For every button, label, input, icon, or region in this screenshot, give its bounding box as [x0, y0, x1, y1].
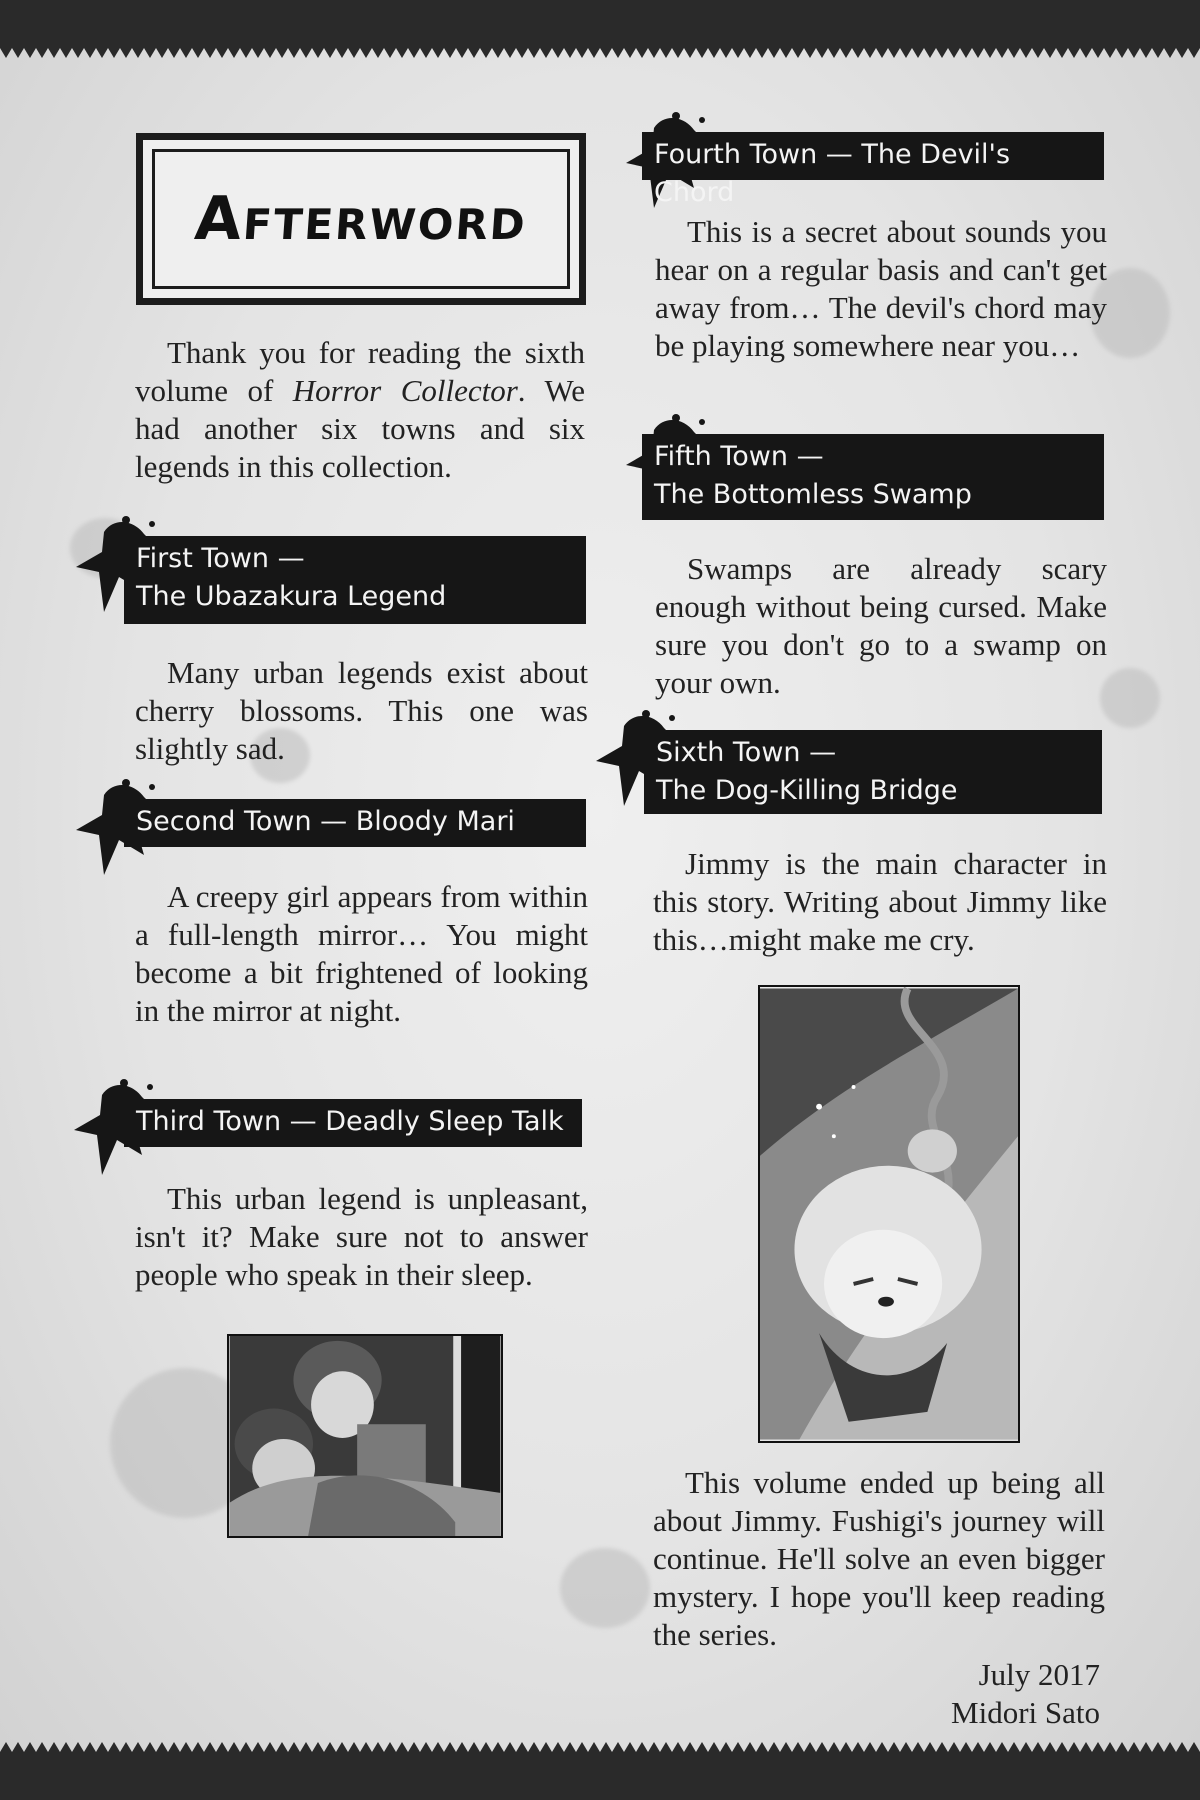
town-5-text-content: Swamps are already scary enough without being cursed. Make sure you don't go to a swamp on your own. [655, 551, 1107, 700]
town-5-title-line1: Fifth Town — [654, 441, 824, 472]
title-frame [136, 133, 586, 305]
book-title: Horror Collector [292, 373, 518, 408]
intro-text-end: . We had another six towns and six legends in this collection. [135, 373, 586, 484]
town-1-text-content: Many urban legends exist about cherry blossoms. This one was slightly sad. [135, 655, 588, 766]
closing-paragraph [653, 1464, 1105, 1654]
town-6-title-line2: The Dog-Killing Bridge [656, 775, 958, 806]
town-3-text-content: This urban legend is unpleasant, isn't it? Make sure not to answer people who speak in their sleep. [135, 1181, 588, 1292]
town-6-heading [644, 730, 1102, 814]
ink-stain [560, 1548, 650, 1628]
ink-stain [1100, 668, 1160, 728]
sleep-talk-illustration [227, 1334, 503, 1538]
town-4-text-content: This is a secret about sounds you hear on a regular basis and can't get away from… The devil's chord may be playing somewhere near you… [655, 214, 1107, 363]
town-6-text-content: Jimmy is the main character in this story. Writing about Jimmy like this…might make me cry. [653, 846, 1107, 957]
closing-text: This volume ended up being all about Jimmy. Fushigi's journey will continue. He'll solve an even bigger mystery. I hope you'll keep reading the series. [653, 1465, 1105, 1652]
town-6-title-line1: Sixth Town — [656, 737, 837, 768]
town-1-title-line2: The Ubazakura Legend [136, 581, 447, 612]
town-4-heading [642, 132, 1104, 208]
page-title: Afterword [192, 184, 530, 254]
town-5-heading [642, 434, 1104, 520]
town-5-text [655, 550, 1107, 702]
title-inner-frame [152, 149, 570, 289]
town-4-text [655, 213, 1107, 365]
signature-date: July 2017 [978, 1657, 1100, 1692]
jimmy-dog-illustration [758, 985, 1020, 1443]
signature-author: Midori Sato [951, 1695, 1100, 1730]
intro-paragraph [135, 334, 585, 486]
town-2-heading [124, 799, 586, 847]
town-1-text [135, 654, 588, 768]
town-6-text [653, 845, 1107, 959]
town-2-text [135, 878, 588, 1030]
town-3-title-line1: Third Town — Deadly Sleep Talk [136, 1106, 564, 1137]
town-4-title-line1: Fourth Town — The Devil's Chord [654, 139, 1011, 208]
town-3-heading [124, 1099, 582, 1147]
town-2-text-content: A creepy girl appears from within a full-length mirror… You might become a bit frightened of looking in the mirror at night. [135, 879, 588, 1028]
torn-edge-bottom [0, 1740, 1200, 1800]
intro-text-start: Thank you for reading the sixth volume of [135, 335, 585, 408]
town-1-title-line1: First Town — [136, 543, 305, 574]
town-2-title-line1: Second Town — Bloody Mari [136, 806, 515, 837]
town-5-title-line2: The Bottomless Swamp [654, 479, 972, 510]
town-3-text [135, 1180, 588, 1294]
town-1-heading [124, 536, 586, 624]
torn-edge-top [0, 0, 1200, 60]
